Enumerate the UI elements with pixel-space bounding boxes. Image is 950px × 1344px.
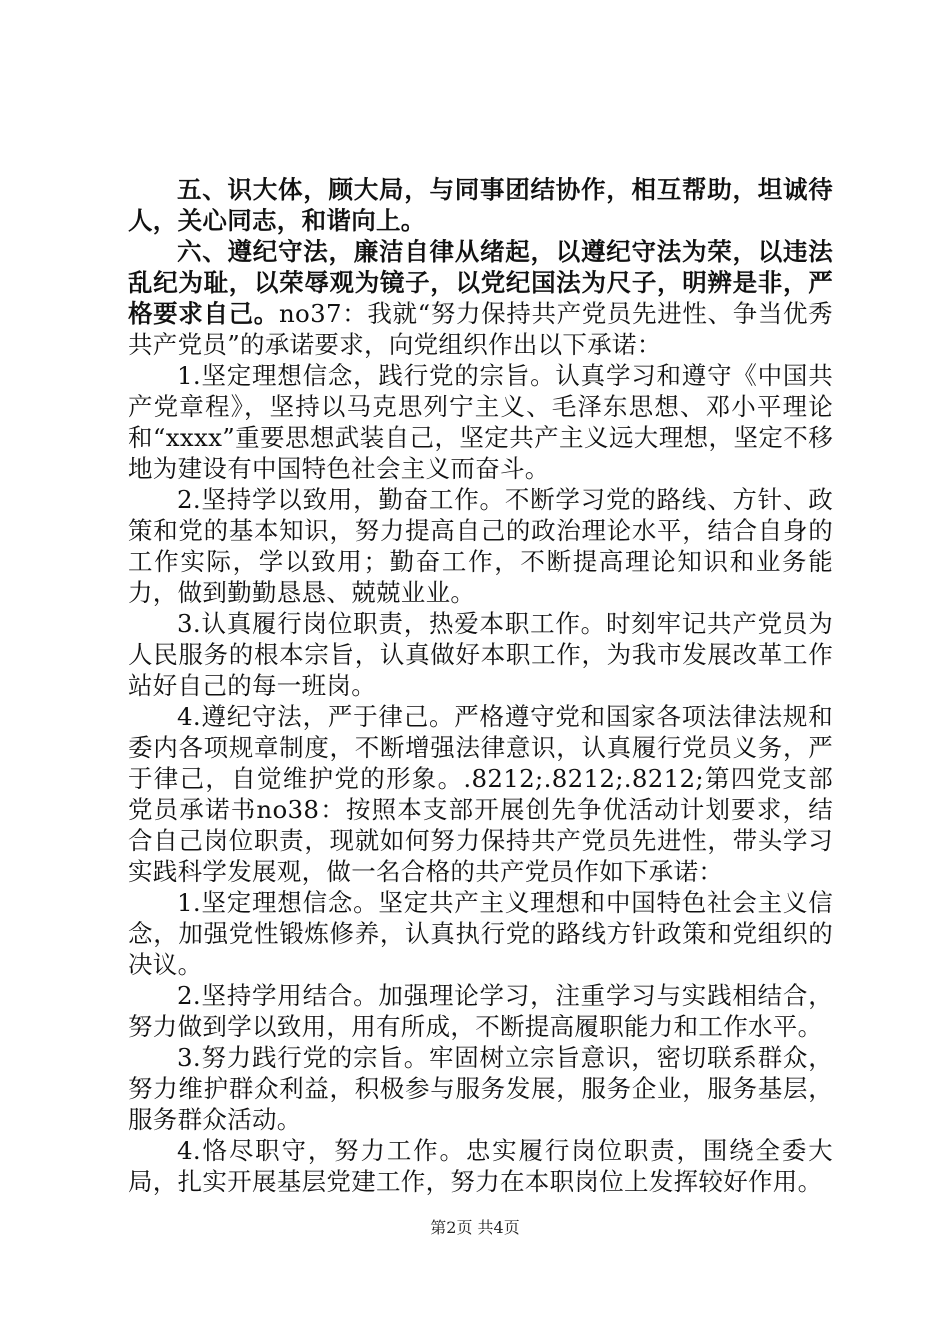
paragraph-item: 1.坚定理想信念，践行党的宗旨。认真学习和遵守《中国共产党章程》，坚持以马克思列宁主义、毛泽东思想、邓小平理论和“xxxx”重要思想武装自己，坚定共产主义远大理想，坚定不移地为建设有中国特色社会主义而奋斗。: [128, 361, 833, 483]
paragraph-six-regular-text: no37：我就“努力保持共产党员先进性、争当优秀共产党员”的承诺要求，向党组织作出以下承诺：: [128, 299, 833, 359]
paragraph-item: 4.遵纪守法，严于律己。严格遵守党和国家各项法律法规和委内各项规章制度，不断增强法律意识，认真履行党员义务，严于律己，自觉维护党的形象。.8212;.8212;.8212;第四党支部党员承诺书no38：按照本支部开展创先争优活动计划要求，结合自己岗位职责，现就如何努力保持共产党员先进性，带头学习实践科学发展观，做一名合格的共产党员作如下承诺：: [128, 702, 833, 886]
paragraph-item: 4.恪尽职守，努力工作。忠实履行岗位职责，围绕全委大局，扎实开展基层党建工作，努力在本职岗位上发挥较好作用。: [128, 1136, 833, 1196]
paragraph-item: 1.坚定理想信念。坚定共产主义理想和中国特色社会主义信念，加强党性锻炼修养，认真执行党的路线方针政策和党组织的决议。: [128, 888, 833, 979]
paragraph-six-bold-text: 六、遵纪守法，廉洁自律从绪起，以遵纪守法为荣，以违法乱纪为耻，以荣辱观为镜子，以党纪国法为尺子，明辨是非，严格要求自己。: [128, 237, 833, 328]
paragraph-six: [128, 236, 833, 360]
paragraph-item: 2.坚持学以致用，勤奋工作。不断学习党的路线、方针、政策和党的基本知识，努力提高自己的政治理论水平，结合自身的工作实际，学以致用；勤奋工作，不断提高理论知识和业务能力，做到勤勤恳恳、兢兢业业。: [128, 485, 833, 607]
paragraph-five-text: 五、识大体，顾大局，与同事团结协作，相互帮助，坦诚待人，关心同志，和谐向上。: [128, 175, 833, 235]
paragraph-item: 2.坚持学用结合。加强理论学习，注重学习与实践相结合，努力做到学以致用，用有所成，不断提高履职能力和工作水平。: [128, 981, 833, 1041]
paragraph-item: 3.认真履行岗位职责，热爱本职工作。时刻牢记共产党员为人民服务的根本宗旨，认真做好本职工作，为我市发展改革工作站好自己的每一班岗。: [128, 609, 833, 700]
document-body: [128, 174, 833, 1197]
page-number-label: 第2页 共4页: [430, 1218, 520, 1237]
paragraph-five: [128, 174, 833, 236]
page-footer: [0, 1215, 950, 1238]
paragraph-item: 3.努力践行党的宗旨。牢固树立宗旨意识，密切联系群众，努力维护群众利益，积极参与服务发展，服务企业，服务基层，服务群众活动。: [128, 1043, 833, 1134]
